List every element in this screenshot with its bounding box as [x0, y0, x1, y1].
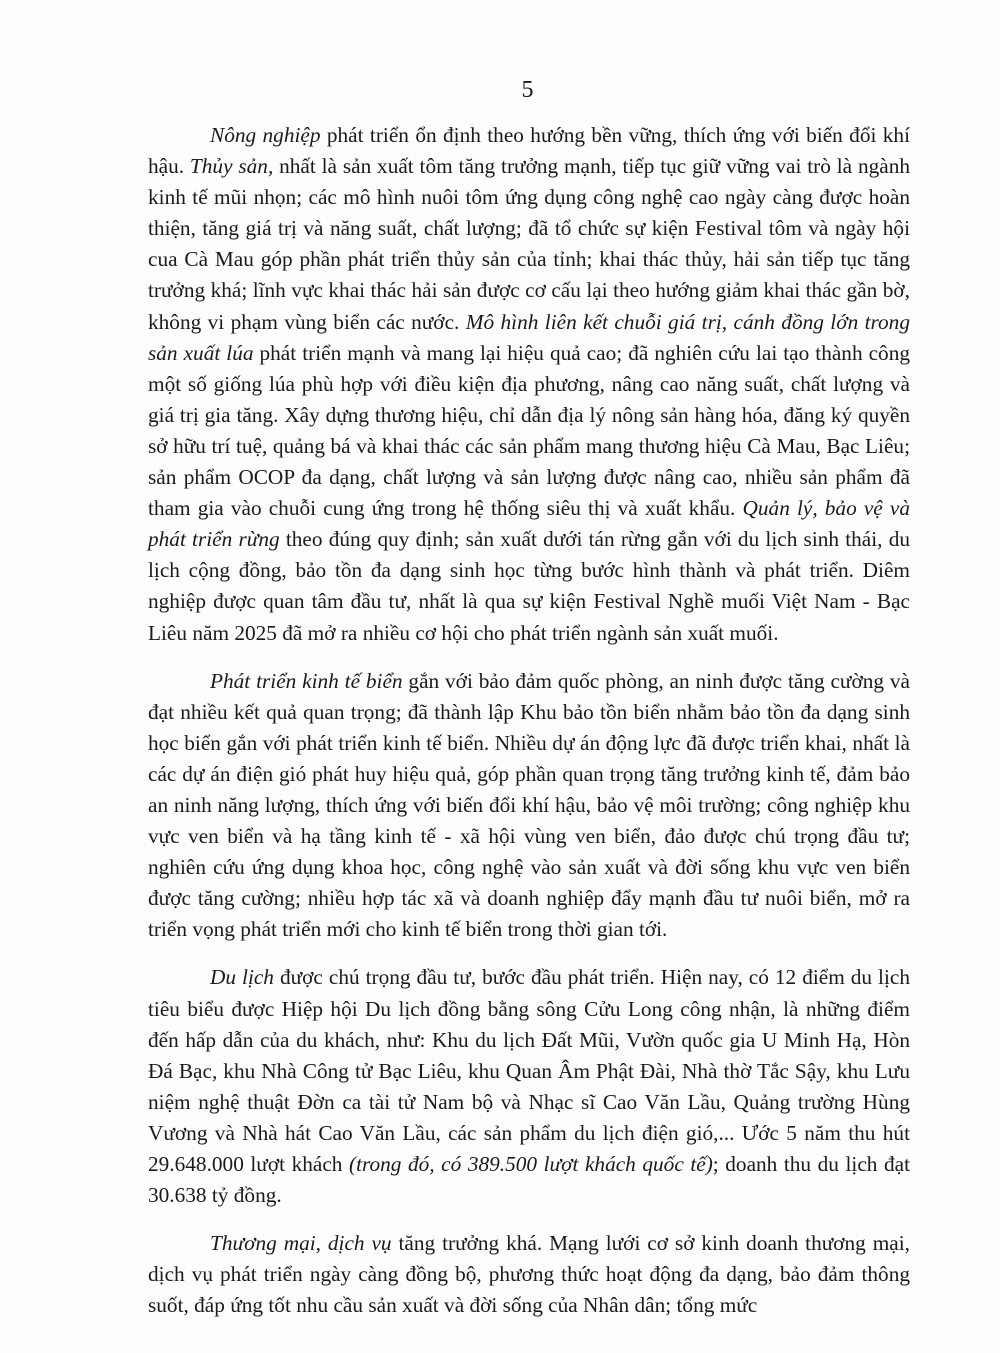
paragraph-tourism	[148, 962, 910, 1211]
text-segment: phát triển mạnh và mang lại hiệu quả cao; đã nghiên cứu lai tạo thành công một số giống lúa phù hợp với điều kiện địa phương, nâng cao năng suất, chất lượng và giá trị gia tăng. Xây dựng thương hiệu, chỉ dẫn địa lý nông sản hàng hóa, đăng ký quyền sở hữu trí tuệ, quảng bá và khai thác các sản phẩm mang thương hiệu Cà Mau, Bạc Liêu; sản phẩm OCOP đa dạng, chất lượng và sản lượng được nâng cao, nhiều sản phẩm đã tham gia vào chuỗi cung ứng trong hệ thống siêu thị và xuất khẩu.	[148, 340, 910, 521]
text-segment: Quản lý, bảo vệ và phát triển rừng	[148, 496, 910, 552]
text-segment: được chú trọng đầu tư, bước đầu phát triển. Hiện nay, có 12 điểm du lịch tiêu biểu được Hiệp hội Du lịch đồng bằng sông Cửu Long công nhận, là những điểm đến hấp dẫn của du khách, như: Khu du lịch Đất Mũi, Vườn quốc gia U Minh Hạ, Hòn Đá Bạc, khu Nhà Công tử Bạc Liêu, khu Quan Âm Phật Đài, Nhà thờ Tắc Sậy, khu Lưu niệm nghệ thuật Đờn ca tài tử Nam bộ và Nhạc sĩ Cao Văn Lầu, Quảng trường Hùng Vương và Nhà hát Cao Văn Lầu, các sản phẩm du lịch điện gió,... Ước 5 năm thu hút 29.648.000 lượt khách	[148, 965, 910, 1176]
text-segment: Nông nghiệp	[210, 123, 321, 147]
page-number: 5	[521, 77, 534, 103]
paragraph-agriculture	[148, 120, 910, 649]
text-segment: (trong đó, có 389.500 lượt khách quốc tế)	[349, 1152, 713, 1176]
text-segment: theo đúng quy định; sản xuất dưới tán rừng gắn với du lịch sinh thái, du lịch cộng đồng, bảo tồn đa dạng sinh học từng bước hình thành và phát triển. Diêm nghiệp được quan tâm đầu tư, nhất là qua sự kiện Festival Nghề muối Việt Nam - Bạc Liêu năm 2025 đã mở ra nhiều cơ hội cho phát triển ngành sản xuất muối.	[148, 527, 910, 645]
text-segment: phát triển ổn định theo hướng bền vững, thích ứng với biến đổi khí hậu.	[148, 123, 910, 179]
document-body	[148, 120, 910, 1338]
paragraph-marine-economy	[148, 666, 910, 946]
text-segment: ; doanh thu du lịch đạt 30.638 tỷ đồng.	[148, 1152, 910, 1208]
paragraph-trade-services	[148, 1228, 910, 1321]
text-segment: Du lịch	[210, 965, 274, 990]
text-segment: Thương mại, dịch vụ	[210, 1231, 392, 1256]
text-segment: Mô hình liên kết chuỗi giá trị, cánh đồng lớn trong sản xuất lúa	[148, 309, 910, 365]
text-segment: Thủy sản,	[189, 154, 274, 179]
text-segment: tăng trưởng khá. Mạng lưới cơ sở kinh doanh thương mại, dịch vụ phát triển ngày càng đồng bộ, phương thức hoạt động đa dạng, bảo đảm thông suốt, đáp ứng tốt nhu cầu sản xuất và đời sống của Nhân dân; tổng mức	[148, 1231, 910, 1318]
text-segment: nhất là sản xuất tôm tăng trưởng mạnh, tiếp tục giữ vững vai trò là ngành kinh tế mũi nhọn; các mô hình nuôi tôm ứng dụng công nghệ cao ngày càng được hoàn thiện, tăng giá trị và năng suất, chất lượng; đã tổ chức sự kiện Festival tôm và ngày hội cua Cà Mau góp phần phát triển thủy sản của tỉnh; khai thác thủy, hải sản tiếp tục tăng trưởng khá; lĩnh vực khai thác hải sản được cơ cấu lại theo hướng giảm khai thác gần bờ, không vi phạm vùng biển các nước.	[148, 154, 910, 334]
text-segment: gắn với bảo đảm quốc phòng, an ninh được tăng cường và đạt nhiều kết quả quan trọng; đã thành lập Khu bảo tồn biển nhằm bảo tồn đa dạng sinh học biển gắn với phát triển kinh tế biển. Nhiều dự án động lực đã được triển khai, nhất là các dự án điện gió phát huy hiệu quả, góp phần quan trọng tăng trưởng kinh tế, đảm bảo an ninh năng lượng, thích ứng với biến đổi khí hậu, bảo vệ môi trường; công nghiệp khu vực ven biển và hạ tầng kinh tế - xã hội vùng ven biển, đảo được chú trọng đầu tư; nghiên cứu ứng dụng khoa học, công nghệ vào sản xuất và đời sống khu vực ven biển được tăng cường; nhiều hợp tác xã và doanh nghiệp đẩy mạnh đầu tư nuôi biển, mở ra triển vọng phát triển mới cho kinh tế biển trong thời gian tới.	[148, 668, 910, 942]
text-segment: Phát triển kinh tế biển	[210, 668, 403, 693]
